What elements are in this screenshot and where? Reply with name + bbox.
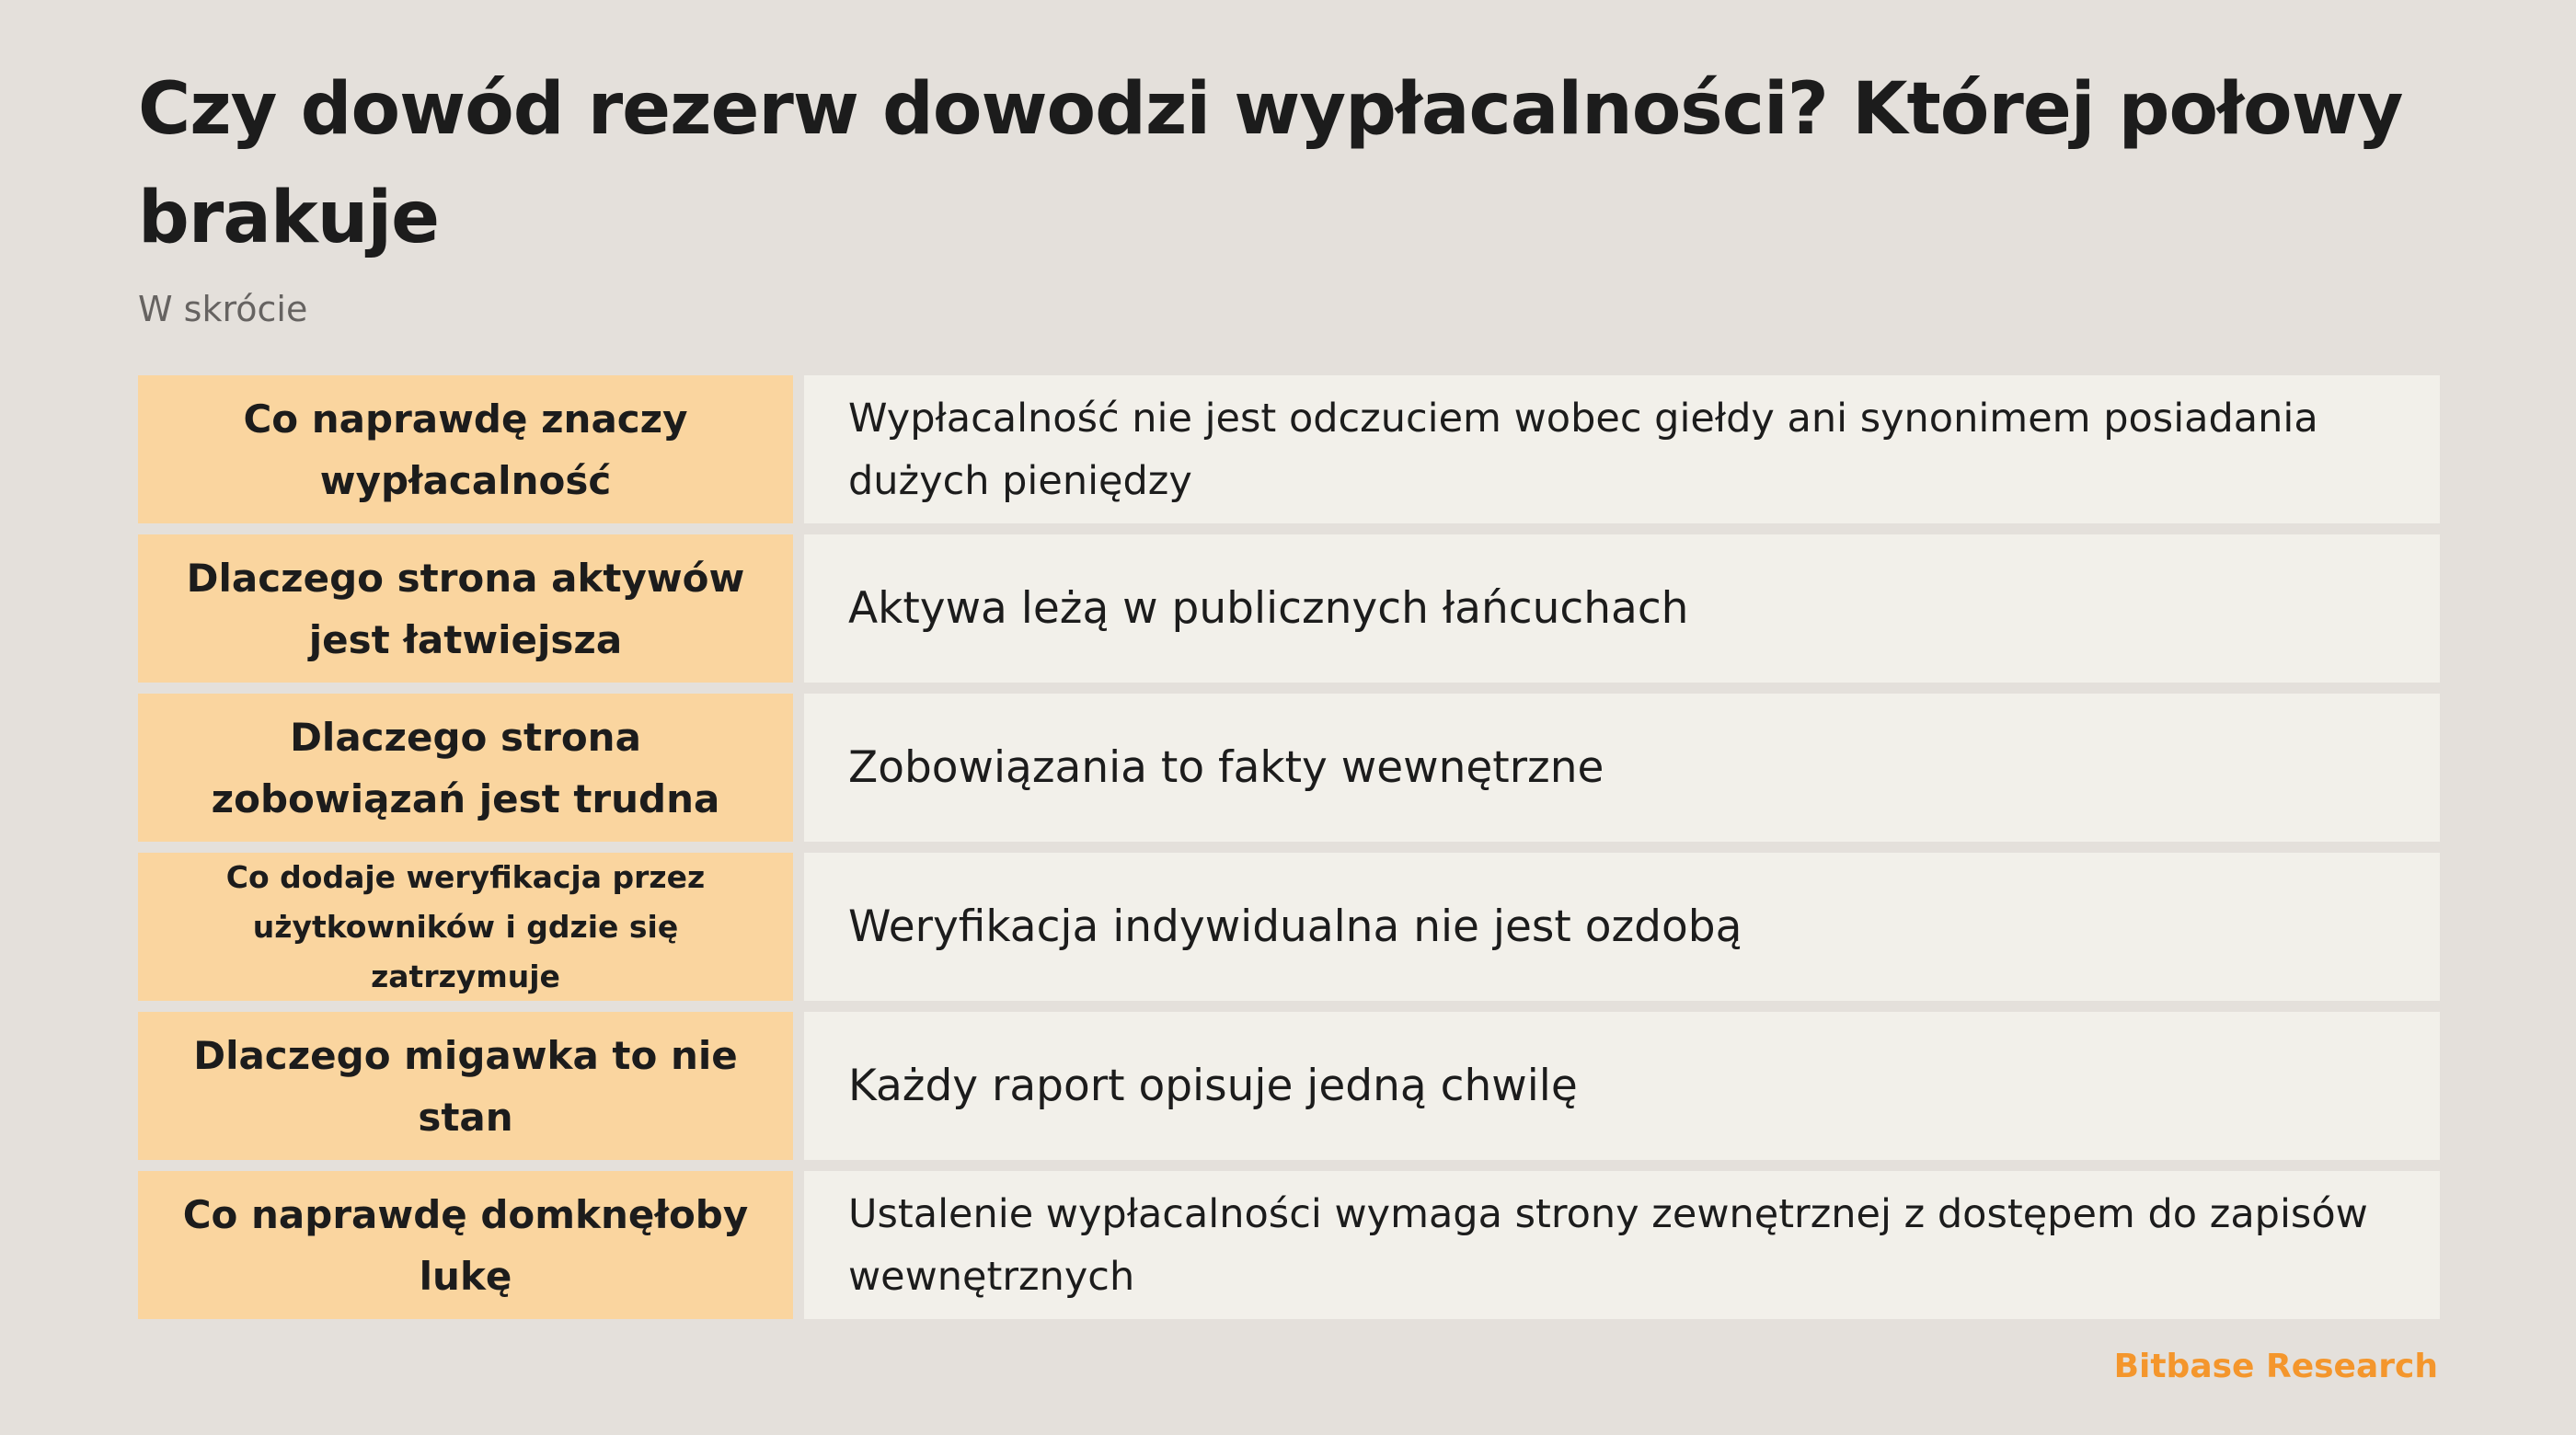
row-label: Co dodaje weryfikacja przez użytkowników i gdzie się zatrzymuje [138, 853, 793, 1001]
row-value: Aktywa leżą w publicznych łańcuchach [804, 534, 2440, 683]
row-label: Dlaczego strona zobowiązań jest trudna [138, 694, 793, 842]
table-row [138, 853, 2440, 1001]
summary-table [138, 375, 2440, 1319]
brand-label: Bitbase Research [2113, 1348, 2438, 1385]
row-label: Dlaczego migawka to nie stan [138, 1012, 793, 1160]
table-row [138, 534, 2440, 683]
row-label: Co naprawdę znaczy wypłacalność [138, 375, 793, 523]
table-row [138, 1012, 2440, 1160]
page-subtitle: W skrócie [138, 289, 308, 329]
table-row [138, 375, 2440, 523]
row-value: Wypłacalność nie jest odczuciem wobec giełdy ani synonimem posiadania dużych pieniędzy [804, 375, 2440, 523]
row-value: Każdy raport opisuje jedną chwilę [804, 1012, 2440, 1160]
table-row [138, 694, 2440, 842]
row-value: Weryfikacja indywidualna nie jest ozdobą [804, 853, 2440, 1001]
page-title: Czy dowód rezerw dowodzi wypłacalności? Której połowy brakuje [138, 68, 2403, 259]
row-label: Dlaczego strona aktywów jest łatwiejsza [138, 534, 793, 683]
table-row [138, 1171, 2440, 1319]
row-label: Co naprawdę domknęłoby lukę [138, 1171, 793, 1319]
row-value: Zobowiązania to fakty wewnętrzne [804, 694, 2440, 842]
row-value: Ustalenie wypłacalności wymaga strony zewnętrznej z dostępem do zapisów wewnętrznych [804, 1171, 2440, 1319]
